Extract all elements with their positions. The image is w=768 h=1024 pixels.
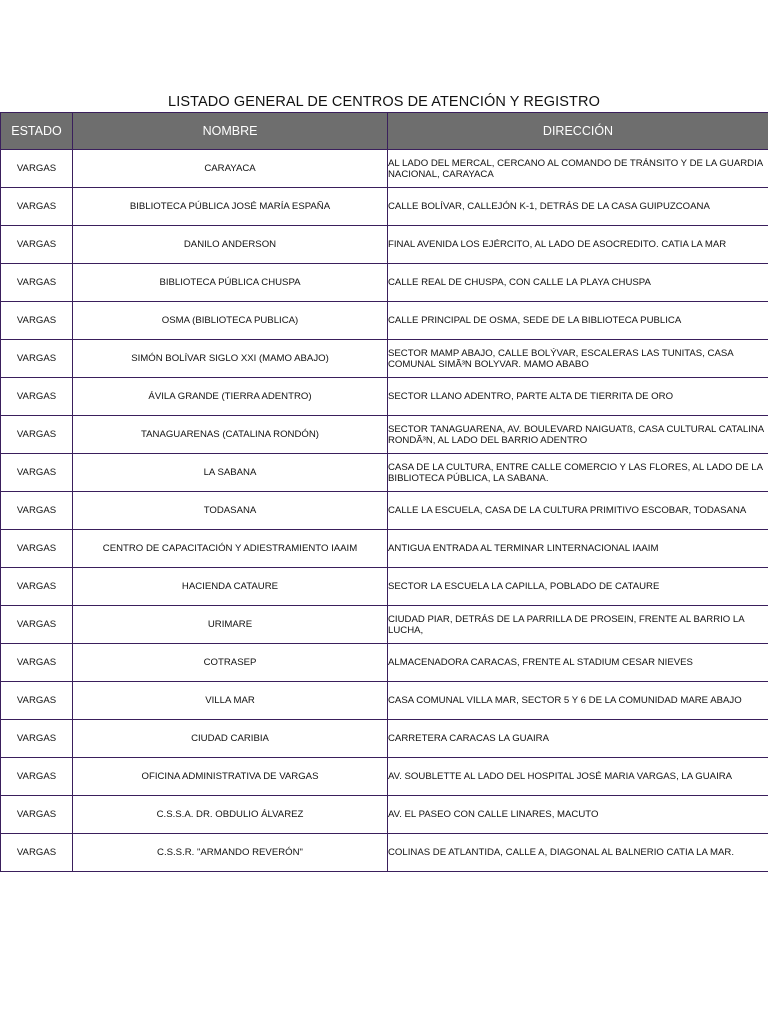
direccion-cell: CASA COMUNAL VILLA MAR, SECTOR 5 Y 6 DE LA COMUNIDAD MARE ABAJO bbox=[388, 682, 768, 720]
estado-cell: VARGAS bbox=[1, 758, 73, 796]
direccion-cell: SECTOR LA ESCUELA LA CAPILLA, POBLADO DE CATAURE bbox=[388, 568, 768, 606]
table-row bbox=[1, 340, 768, 378]
direccion-cell: CALLE REAL DE CHUSPA, CON CALLE LA PLAYA CHUSPA bbox=[388, 264, 768, 302]
column-header-direccion: DIRECCIÓN bbox=[388, 113, 768, 150]
direccion-cell: CASA DE LA CULTURA, ENTRE CALLE COMERCIO Y LAS FLORES, AL LADO DE LA BIBLIOTECA PÚBLICA, LA SABANA. bbox=[388, 454, 768, 492]
nombre-cell: C.S.S.R. "ARMANDO REVERÓN" bbox=[73, 834, 388, 872]
table-row bbox=[1, 606, 768, 644]
table-row bbox=[1, 378, 768, 416]
estado-cell: VARGAS bbox=[1, 796, 73, 834]
table-row bbox=[1, 226, 768, 264]
estado-cell: VARGAS bbox=[1, 492, 73, 530]
table-row bbox=[1, 834, 768, 872]
estado-cell: VARGAS bbox=[1, 644, 73, 682]
estado-cell: VARGAS bbox=[1, 150, 73, 188]
estado-cell: VARGAS bbox=[1, 416, 73, 454]
column-header-estado: ESTADO bbox=[1, 113, 73, 150]
table-row bbox=[1, 454, 768, 492]
direccion-cell: ANTIGUA ENTRADA AL TERMINAR LINTERNACIONAL IAAIM bbox=[388, 530, 768, 568]
estado-cell: VARGAS bbox=[1, 568, 73, 606]
estado-cell: VARGAS bbox=[1, 720, 73, 758]
direccion-cell: AV. EL PASEO CON CALLE LINARES, MACUTO bbox=[388, 796, 768, 834]
table-row bbox=[1, 720, 768, 758]
estado-cell: VARGAS bbox=[1, 454, 73, 492]
page-title: LISTADO GENERAL DE CENTROS DE ATENCIÓN Y REGISTRO bbox=[168, 94, 600, 110]
table-row bbox=[1, 682, 768, 720]
nombre-cell: DANILO ANDERSON bbox=[73, 226, 388, 264]
direccion-cell: SECTOR MAMP ABAJO, CALLE BOLÝVAR, ESCALERAS LAS TUNITAS, CASA COMUNAL SIMÃ³N BOLYVAR. MAMO ABABO bbox=[388, 340, 768, 378]
nombre-cell: CENTRO DE CAPACITACIÓN Y ADIESTRAMIENTO IAAIM bbox=[73, 530, 388, 568]
direccion-cell: CALLE LA ESCUELA, CASA DE LA CULTURA PRIMITIVO ESCOBAR, TODASANA bbox=[388, 492, 768, 530]
estado-cell: VARGAS bbox=[1, 378, 73, 416]
direccion-cell: COLINAS DE ATLANTIDA, CALLE A, DIAGONAL AL BALNERIO CATIA LA MAR. bbox=[388, 834, 768, 872]
table-row bbox=[1, 302, 768, 340]
direccion-cell: FINAL AVENIDA LOS EJÉRCITO, AL LADO DE ASOCREDITO. CATIA LA MAR bbox=[388, 226, 768, 264]
table-row bbox=[1, 758, 768, 796]
nombre-cell: BIBLIOTECA PÚBLICA CHUSPA bbox=[73, 264, 388, 302]
table-row bbox=[1, 796, 768, 834]
table-row bbox=[1, 264, 768, 302]
estado-cell: VARGAS bbox=[1, 302, 73, 340]
nombre-cell: COTRASEP bbox=[73, 644, 388, 682]
direccion-cell: AV. SOUBLETTE AL LADO DEL HOSPITAL JOSÉ MARIA VARGAS, LA GUAIRA bbox=[388, 758, 768, 796]
nombre-cell: SIMÓN BOLÍVAR SIGLO XXI (MAMO ABAJO) bbox=[73, 340, 388, 378]
nombre-cell: C.S.S.A. DR. OBDULIO ÁLVAREZ bbox=[73, 796, 388, 834]
table-row bbox=[1, 530, 768, 568]
direccion-cell: SECTOR LLANO ADENTRO, PARTE ALTA DE TIERRITA DE ORO bbox=[388, 378, 768, 416]
nombre-cell: TANAGUARENAS (CATALINA RONDÓN) bbox=[73, 416, 388, 454]
table-row bbox=[1, 150, 768, 188]
table-row bbox=[1, 188, 768, 226]
nombre-cell: OSMA (BIBLIOTECA PUBLICA) bbox=[73, 302, 388, 340]
nombre-cell: VILLA MAR bbox=[73, 682, 388, 720]
nombre-cell: HACIENDA CATAURE bbox=[73, 568, 388, 606]
direccion-cell: CARRETERA CARACAS LA GUAIRA bbox=[388, 720, 768, 758]
table-row bbox=[1, 416, 768, 454]
direccion-cell: CALLE BOLÍVAR, CALLEJÓN K-1, DETRÁS DE LA CASA GUIPUZCOANA bbox=[388, 188, 768, 226]
nombre-cell: CIUDAD CARIBIA bbox=[73, 720, 388, 758]
nombre-cell: LA SABANA bbox=[73, 454, 388, 492]
estado-cell: VARGAS bbox=[1, 834, 73, 872]
table-row bbox=[1, 568, 768, 606]
nombre-cell: TODASANA bbox=[73, 492, 388, 530]
table-row bbox=[1, 492, 768, 530]
nombre-cell: OFICINA ADMINISTRATIVA DE VARGAS bbox=[73, 758, 388, 796]
direccion-cell: CALLE PRINCIPAL DE OSMA, SEDE DE LA BIBLIOTECA PUBLICA bbox=[388, 302, 768, 340]
direccion-cell: ALMACENADORA CARACAS, FRENTE AL STADIUM CESAR NIEVES bbox=[388, 644, 768, 682]
estado-cell: VARGAS bbox=[1, 264, 73, 302]
direccion-cell: SECTOR TANAGUARENA, AV. BOULEVARD NAIGUATß, CASA CULTURAL CATALINA RONDÃ³N, AL LADO DEL BARRIO ADENTRO bbox=[388, 416, 768, 454]
estado-cell: VARGAS bbox=[1, 530, 73, 568]
column-header-nombre: NOMBRE bbox=[73, 113, 388, 150]
estado-cell: VARGAS bbox=[1, 188, 73, 226]
direccion-cell: CIUDAD PIAR, DETRÁS DE LA PARRILLA DE PROSEIN, FRENTE AL BARRIO LA LUCHA, bbox=[388, 606, 768, 644]
centers-table bbox=[0, 112, 768, 872]
estado-cell: VARGAS bbox=[1, 226, 73, 264]
table-header-row bbox=[1, 113, 768, 150]
estado-cell: VARGAS bbox=[1, 340, 73, 378]
nombre-cell: BIBLIOTECA PÚBLICA JOSÉ MARÍA ESPAÑA bbox=[73, 188, 388, 226]
nombre-cell: CARAYACA bbox=[73, 150, 388, 188]
nombre-cell: URIMARE bbox=[73, 606, 388, 644]
estado-cell: VARGAS bbox=[1, 606, 73, 644]
direccion-cell: AL LADO DEL MERCAL, CERCANO AL COMANDO DE TRÁNSITO Y DE LA GUARDIA NACIONAL, CARAYACA bbox=[388, 150, 768, 188]
estado-cell: VARGAS bbox=[1, 682, 73, 720]
nombre-cell: ÁVILA GRANDE (TIERRA ADENTRO) bbox=[73, 378, 388, 416]
table-row bbox=[1, 644, 768, 682]
